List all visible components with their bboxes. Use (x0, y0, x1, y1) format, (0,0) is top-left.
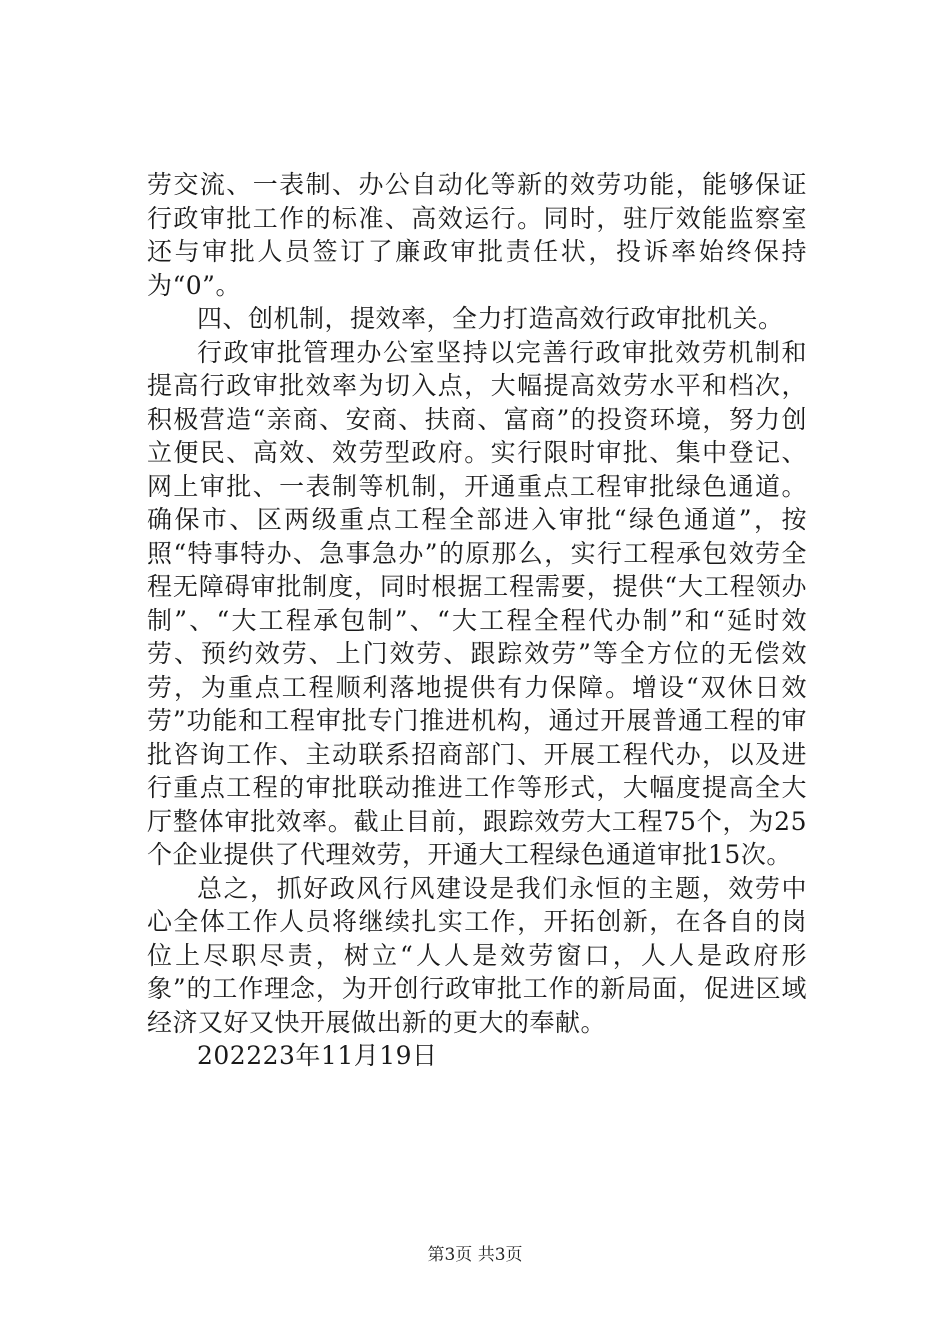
page-total: 共3页 (477, 1245, 523, 1265)
page-number: 第3页 (427, 1245, 473, 1265)
paragraph-conclusion: 总之，抓好政风行风建设是我们永恒的主题，效劳中心全体工作人员将继续扎实工作，开拓创新，在各自的岗位上尽职尽责，树立“人人是效劳窗口，人人是政府形象”的工作理念，为开创行政审批工作的新局面，促进区域经济又好又快开展做出新的更大的奉献。 (147, 873, 807, 1037)
paragraph-body: 行政审批管理办公室坚持以完善行政审批效劳机制和提高行政审批效率为切入点，大幅提高效劳水平和档次，积极营造“亲商、安商、扶商、富商”的投资环境，努力创立便民、高效、效劳型政府。实行限时审批、集中登记、网上审批、一表制等机制，开通重点工程审批绿色通道。确保市、区两级重点工程全部进入审批“绿色通道”，按照“特事特办、急事急办”的原那么，实行工程承包效劳全程无障碍审批制度，同时根据工程需要，提供“大工程领办制”、“大工程承包制”、“大工程全程代办制”和“延时效劳、预约效劳、上门效劳、跟踪效劳”等全方位的无偿效劳，为重点工程顺利落地提供有力保障。增设“双休日效劳”功能和工程审批专门推进机构，通过开展普通工程的审批咨询工作、主动联系招商部门、开展工程代办，以及进行重点工程的审批联动推进工作等形式，大幅度提高全大厅整体审批效率。截止目前，跟踪效劳大工程75个，为25个企业提供了代理效劳，开通大工程绿色通道审批15次。 (147, 337, 807, 869)
page-footer (0, 1245, 950, 1265)
document-body (147, 168, 807, 1073)
paragraph-continuation: 劳交流、一表制、办公自动化等新的效劳功能，能够保证行政审批工作的标准、高效运行。同时，驻厅效能监察室还与审批人员签订了廉政审批责任状，投诉率始终保持为“0”。 (147, 170, 807, 300)
section-heading: 四、创机制，提效率，全力打造高效行政审批机关。 (197, 304, 784, 333)
document-date: 202223年11月19日 (197, 1041, 438, 1070)
